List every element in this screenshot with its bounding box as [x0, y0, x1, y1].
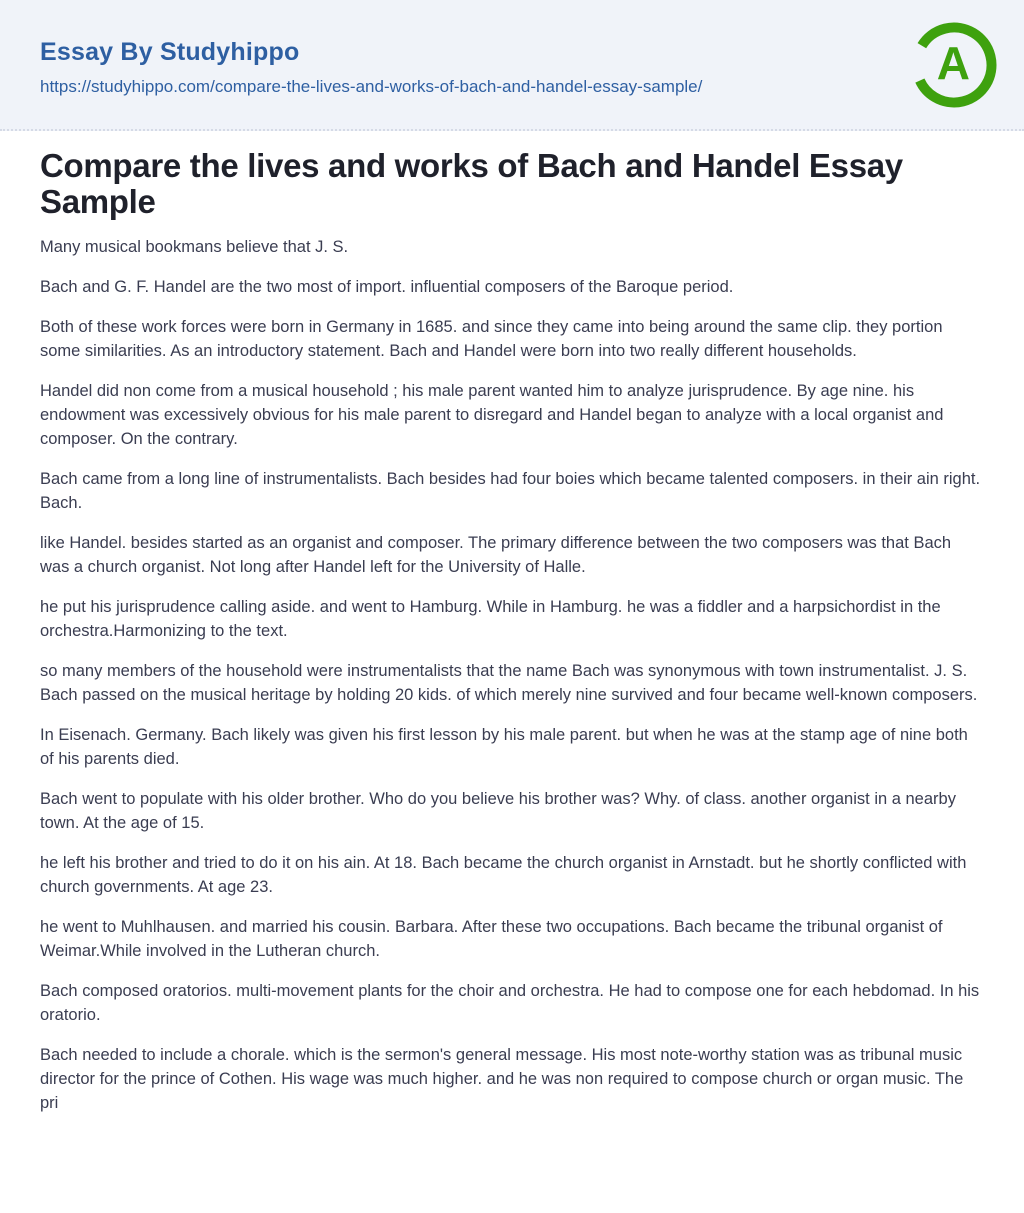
essay-body: [40, 235, 984, 1115]
essay-paragraph: Bach and G. F. Handel are the two most of import. influential composers of the Baroque period.: [40, 278, 734, 296]
essay-paragraph: so many members of the household were instrumentalists that the name Bach was synonymous with town instrumentalist. J. S. Bach passed on the musical heritage by holding 20 kids. of which merely nine survived and four became well-known composers.: [40, 662, 978, 704]
essay-paragraph: he put his jurisprudence calling aside. and went to Hamburg. While in Hamburg. he was a fiddler and a harpsichordist in the orchestra.Harmonizing to the text.: [40, 598, 941, 640]
essay-article: [0, 131, 1024, 1115]
essay-paragraph: Many musical bookmans believe that J. S.: [40, 238, 349, 256]
essay-paragraph: Bach needed to include a chorale. which is the sermon's general message. His most note-worthy station was as tribunal music director for the prince of Cothen. His wage was much higher. and he was non required to compose church or organ music. The pri: [40, 1046, 964, 1112]
studyhippo-logo-icon: [911, 22, 997, 108]
essay-paragraph: Handel did non come from a musical household ; his male parent wanted him to analyze jurisprudence. By age nine. his endowment was excessively obvious for his male parent to disregard and Handel began to analyze with a local organist and composer. On the contrary.: [40, 382, 944, 448]
source-url-link[interactable]: https://studyhippo.com/compare-the-lives-and-works-of-bach-and-handel-essay-sample/: [40, 77, 703, 96]
essay-paragraph: In Eisenach. Germany. Bach likely was given his first lesson by his male parent. but when he was at the stamp age of nine both of his parents died.: [40, 726, 968, 768]
logo-letter: A: [936, 36, 970, 89]
page-title: Compare the lives and works of Bach and Handel Essay Sample: [40, 147, 903, 220]
essay-paragraph: Bach went to populate with his older brother. Who do you believe his brother was? Why. of class. another organist in a nearby town. At the age of 15.: [40, 790, 956, 832]
essay-paragraph: he left his brother and tried to do it on his ain. At 18. Bach became the church organist in Arnstadt. but he shortly conflicted with church governments. At age 23.: [40, 854, 967, 896]
essay-paragraph: he went to Muhlhausen. and married his cousin. Barbara. After these two occupations. Bach became the tribunal organist of Weimar.While involved in the Lutheran church.: [40, 918, 943, 960]
header-text-block: [40, 32, 702, 97]
essay-paragraph: Both of these work forces were born in Germany in 1685. and since they came into being around the same clip. they portion some similarities. As an introductory statement. Bach and Handel were born into two really different households.: [40, 318, 943, 360]
site-header: [0, 0, 1024, 131]
essay-paragraph: Bach composed oratorios. multi-movement plants for the choir and orchestra. He had to compose one for each hebdomad. In his oratorio.: [40, 982, 980, 1024]
essay-paragraph: Bach came from a long line of instrumentalists. Bach besides had four boies which became talented composers. in their ain right. Bach.: [40, 470, 981, 512]
site-label: Essay By Studyhippo: [40, 38, 300, 66]
essay-paragraph: like Handel. besides started as an organist and composer. The primary difference between the two composers was that Bach was a church organist. Not long after Handel left for the University of Halle.: [40, 534, 952, 576]
